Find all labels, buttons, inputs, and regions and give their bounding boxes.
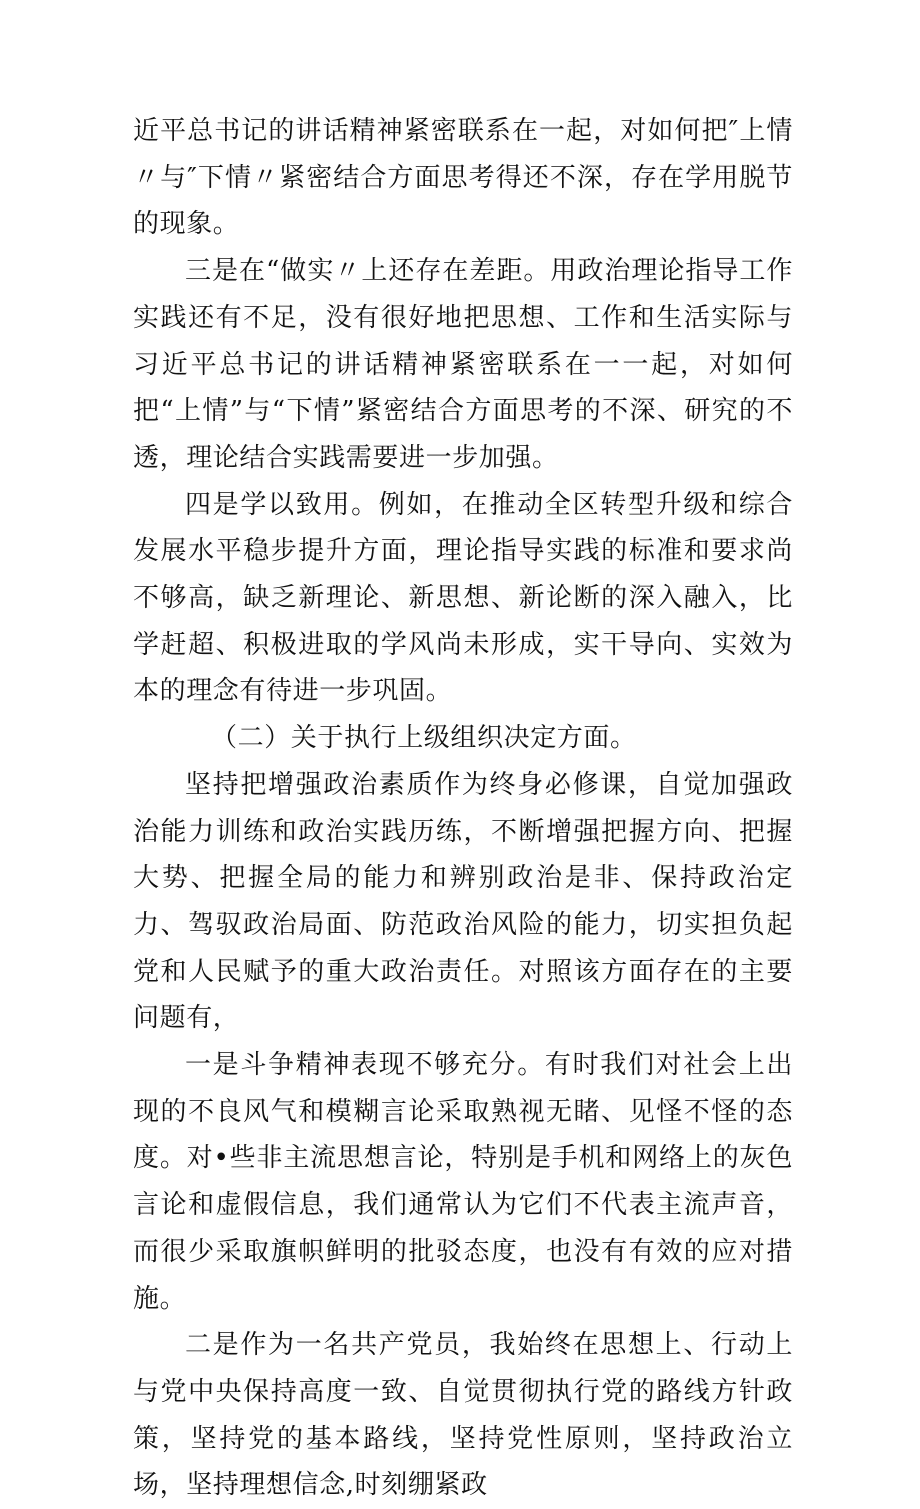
paragraph-section-intro: 坚持把增强政治素质作为终身必修课，自觉加强政治能力训练和政治实践历练，不断增强把握方向、把握大势、把握全局的能力和辨别政治是非、保持政治定力、驾驭政治局面、防范政治风险的能力，切实担负起党和人民赋予的重大政治责任。对照该方面存在的主要问题有， bbox=[133, 769, 793, 1034]
paragraph-point-two: 二是作为一名共产党员，我始终在思想上、行动上与党中央保持高度一致、自觉贯彻执行党的路线方针政策，坚持党的基本路线，坚持党性原则，坚持政治立场，坚持理想信念,时刻绷紧政 bbox=[133, 1330, 793, 1501]
section-heading: （二）关于执行上级组织决定方面。 bbox=[211, 723, 637, 754]
document-body bbox=[133, 108, 793, 1509]
paragraph-point-three: 三是在“做实〃上还存在差距。用政治理论指导工作实践还有不足，没有很好地把思想、工作和生活实际与习近平总书记的讲话精神紧密联系在一一起，对如何把“上情”与“下情”紧密结合方面思考的不深、研究的不透，理论结合实践需要进一步加强。 bbox=[133, 256, 793, 473]
paragraph-point-four: 四是学以致用。例如，在推动全区转型升级和综合发展水平稳步提升方面，理论指导实践的标准和要求尚不够高，缺乏新理论、新思想、新论断的深入融入，比学赶超、积极进取的学风尚未形成，实干导向、实效为本的理念有待进一步巩固。 bbox=[133, 489, 793, 707]
paragraph-continuation: 近平总书记的讲话精神紧密联系在一起，对如何把″上情〃与″下情〃紧密结合方面思考得还不深，存在学用脱节的现象。 bbox=[133, 116, 793, 240]
paragraph-point-one: 一是斗争精神表现不够充分。有时我们对社会上出现的不良风气和模糊言论采取熟视无睹、见怪不怪的态度。对•些非主流思想言论，特别是手机和网络上的灰色言论和虚假信息，我们通常认为它们不代表主流声音，而很少采取旗帜鲜明的批驳态度，也没有有效的应对措施。 bbox=[133, 1050, 793, 1314]
